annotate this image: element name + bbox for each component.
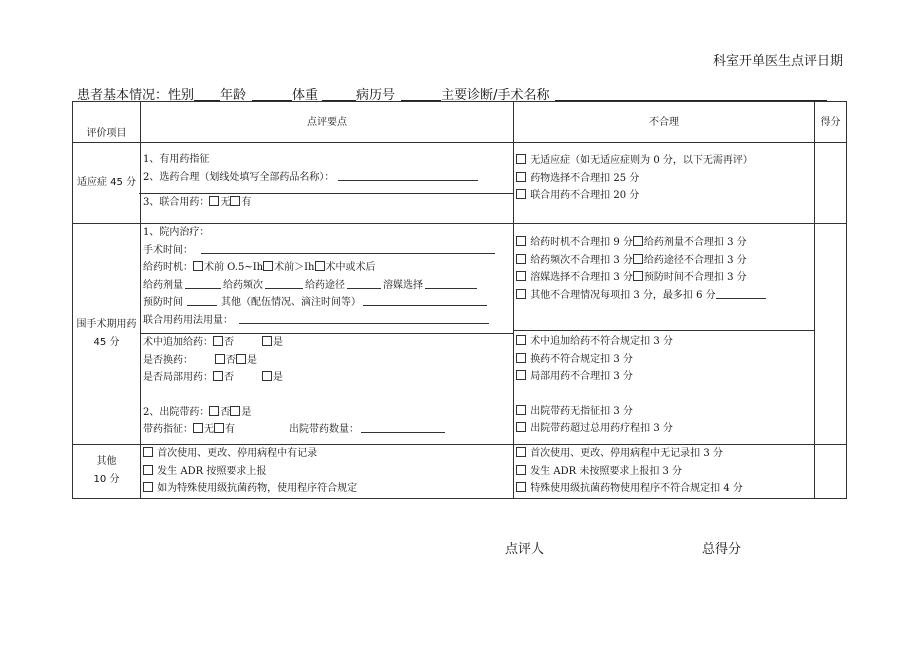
point-indication: 1、有用药指征 — [143, 154, 210, 165]
checkbox-yes[interactable] — [230, 196, 240, 206]
perioperative-points-lower — [141, 333, 513, 436]
section-perioperative — [73, 224, 847, 445]
issue-discharge-course: 出院带药超过总用药疗程扣 3 分 — [514, 420, 814, 438]
drug-names-blank[interactable] — [338, 169, 478, 181]
point-special-use: 如为特殊使用级抗菌药物，使用程序符合规定 — [141, 480, 513, 498]
issue-change: 换药不符合规定扣 3 分 — [514, 351, 814, 369]
col-header-score: 得分 — [815, 102, 847, 143]
point-intraop-dose: 术中追加给药： 否 是 — [143, 337, 283, 348]
col-header-points: 点评要点 — [141, 102, 514, 143]
sex-label: 患者基本情况：性别 — [77, 88, 195, 103]
point-combination: 3、联合用药： 无 有 — [139, 193, 513, 212]
point-adr: 发生 ADR 按照要求上报 — [141, 463, 513, 481]
table-header-row — [73, 102, 847, 143]
form-title: 科室开单医生点评日期 — [713, 54, 844, 69]
age-blank[interactable] — [252, 88, 292, 101]
issue-combination: 联合用药不合理扣 20 分 — [514, 187, 814, 205]
issue-freq-route: 给药频次不合理扣 3 分 给药途径不合理扣 3 分 — [514, 252, 814, 270]
perioperative-issues — [514, 224, 815, 445]
score-perioperative[interactable] — [815, 224, 847, 445]
checkbox-none[interactable] — [209, 196, 219, 206]
point-surgery-time: 手术时间： — [141, 242, 513, 260]
age-label: 年龄 — [220, 88, 247, 103]
issue-other: 其他不合理情况每项扣 3 分，最多扣 6 分 — [514, 287, 814, 305]
total-score-label: 总得分 — [702, 542, 742, 557]
other-points — [141, 445, 514, 499]
issue-timing-dose: 给药时机不合理扣 9 分 给药剂量不合理扣 3 分 — [514, 234, 814, 252]
point-inpatient: 1、院内治疗： — [143, 227, 210, 238]
issue-discharge-indication: 出院带药无指征扣 3 分 — [514, 403, 814, 421]
weight-label: 体重 — [292, 88, 319, 103]
issue-special-use: 特殊使用级抗菌药物使用程序不符合规定扣 4 分 — [514, 480, 814, 498]
point-local-drug: 是否局部用药： 否 是 — [143, 372, 283, 383]
perioperative-points — [141, 224, 514, 445]
record-no-blank[interactable] — [401, 88, 441, 101]
record-no-label: 病历号 — [356, 88, 396, 103]
issue-adr: 发生 ADR 未按照要求上报扣 3 分 — [514, 463, 814, 481]
point-dose-freq: 给药剂量 给药频次 给药途径 溶媒选择 — [141, 277, 513, 295]
other-issues — [514, 445, 815, 499]
point-drug-selection: 2、选药合理（划线处填写全部药品名称）： — [141, 169, 513, 187]
indication-issues — [514, 143, 815, 224]
section-label-other: 其他 10 分 — [73, 445, 141, 499]
point-combo-usage: 联合用药用法用量： — [141, 312, 513, 330]
issue-local: 局部用药不合理扣 3 分 — [514, 368, 814, 386]
col-header-unreasonable: 不合理 — [514, 102, 815, 143]
point-prevention-time: 预防时间 其他（配伍情况、滴注时间等） — [141, 294, 513, 312]
point-record: 首次使用、更改、停用病程中有记录 — [141, 445, 513, 463]
score-indication[interactable] — [815, 143, 847, 224]
issue-intraop: 术中追加给药不符合规定扣 3 分 — [514, 333, 814, 351]
issue-solvent-prevention: 溶媒选择不合理扣 3 分 预防时间不合理扣 3 分 — [514, 269, 814, 287]
point-timing: 给药时机： 术前 O.5~Ih 术前＞Ih 术中或术后 — [143, 262, 376, 273]
section-label-perioperative: 围手术期用药 45 分 — [73, 224, 141, 445]
indication-points — [141, 143, 514, 224]
perioperative-issues-lower — [514, 330, 814, 435]
section-label-indication: 适应症 45 分 — [73, 143, 141, 224]
point-change-drug: 是否换药： 否 是 — [143, 354, 257, 366]
col-header-item: 评价项目 — [73, 102, 141, 143]
sex-blank[interactable] — [194, 88, 220, 101]
point-discharge-indication: 带药指征： 无 有 出院带药数量： — [141, 421, 513, 439]
issue-no-indication: 无适应症（如无适应症则为 0 分，以下无需再评） — [514, 152, 814, 170]
weight-blank[interactable] — [322, 88, 356, 101]
score-other[interactable] — [815, 445, 847, 499]
diagnosis-blank[interactable] — [555, 88, 827, 101]
diagnosis-label: 主要诊断/手术名称 — [441, 88, 550, 103]
reviewer-label: 点评人 — [505, 542, 545, 557]
section-indication — [73, 143, 847, 224]
section-other — [73, 445, 847, 499]
issue-drug-choice: 药物选择不合理扣 25 分 — [514, 170, 814, 188]
point-discharge: 2、出院带药： 否 是 — [143, 406, 252, 418]
issue-record: 首次使用、更改、停用病程中无记录扣 3 分 — [514, 445, 814, 463]
evaluation-table — [72, 101, 847, 499]
